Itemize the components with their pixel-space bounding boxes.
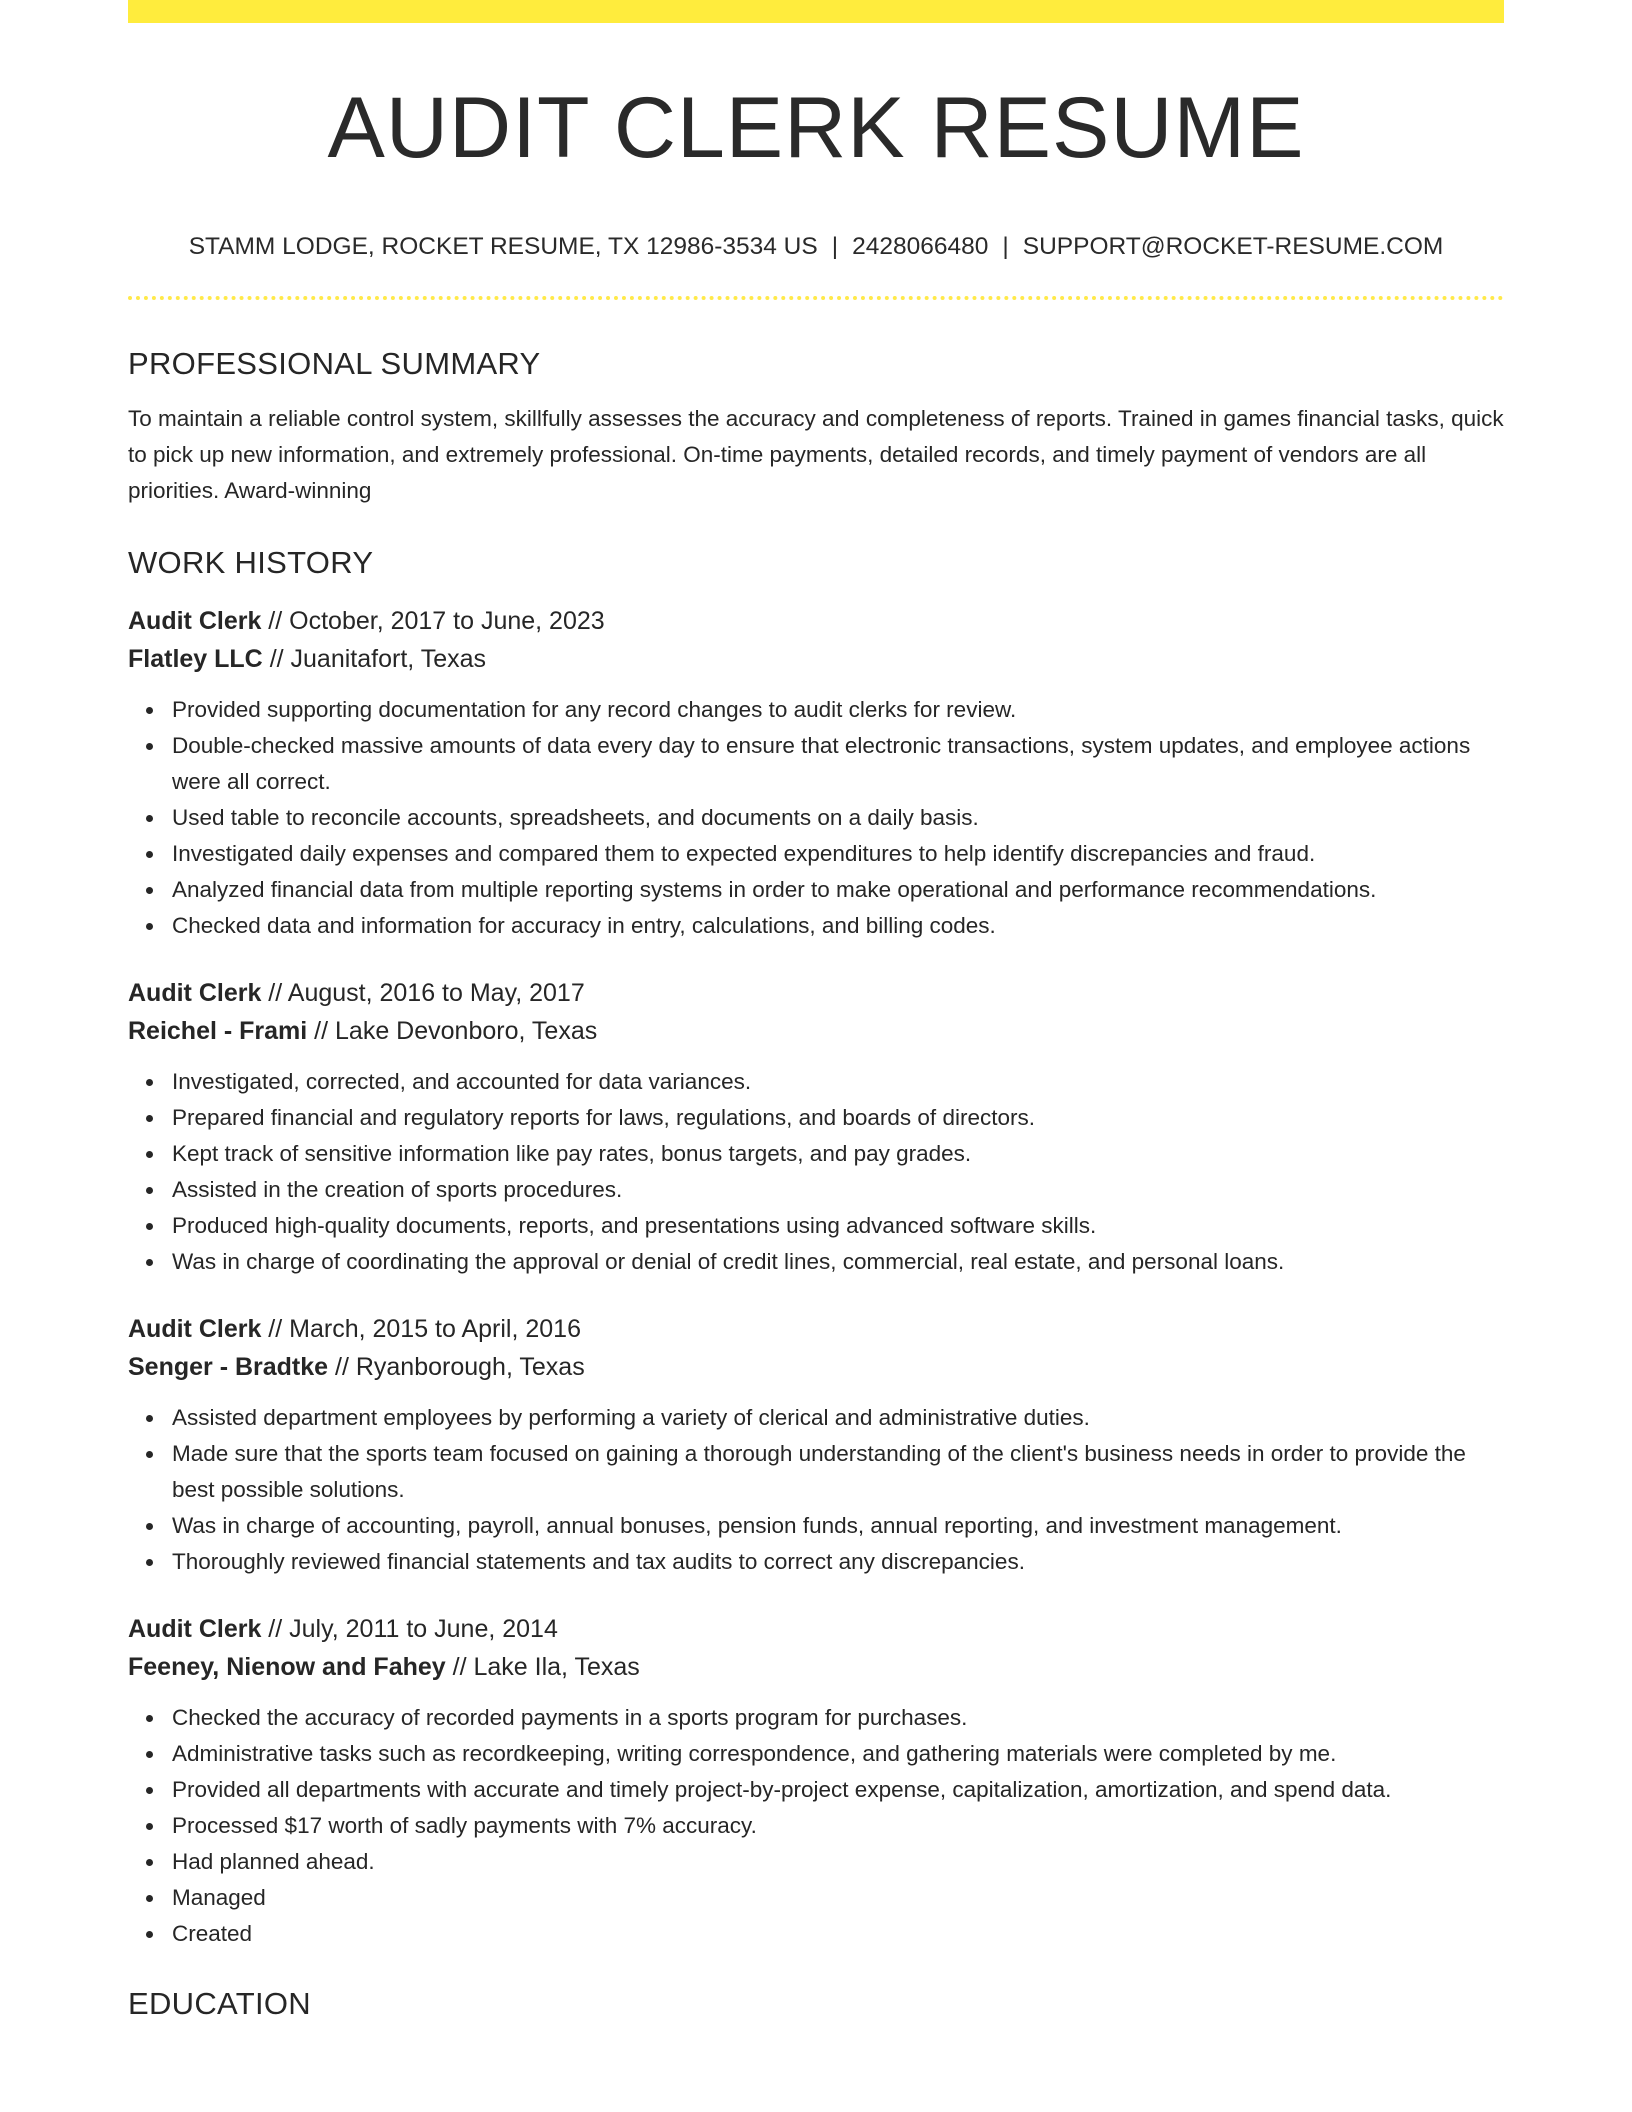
job-entry-4 xyxy=(128,1610,1504,1952)
contact-separator: | xyxy=(831,233,839,260)
dotted-divider xyxy=(128,296,1504,300)
list-item: Checked data and information for accuracy in entry, calculations, and billing codes. xyxy=(172,908,1504,944)
job-company: Feeney, Nienow and Fahey xyxy=(128,1652,446,1681)
accent-bar xyxy=(128,0,1504,23)
list-item: Checked the accuracy of recorded payments in a sports program for purchases. xyxy=(172,1700,1504,1736)
list-item: Made sure that the sports team focused on gaining a thorough understanding of the client's business needs in order to provide the best possible solutions. xyxy=(172,1436,1504,1508)
list-item: Prepared financial and regulatory reports for laws, regulations, and boards of directors. xyxy=(172,1100,1504,1136)
duty-list xyxy=(128,692,1504,944)
job-entry-1 xyxy=(128,602,1504,944)
list-item: Assisted in the creation of sports procedures. xyxy=(172,1172,1504,1208)
resume-title: AUDIT CLERK RESUME xyxy=(327,80,1305,176)
job-location: // Ryanborough, Texas xyxy=(328,1352,585,1381)
education-heading: EDUCATION xyxy=(128,1985,311,2021)
contact-line xyxy=(128,235,1504,260)
duty-list xyxy=(128,1064,1504,1280)
list-item: Administrative tasks such as recordkeeping, writing correspondence, and gathering materials were completed by me. xyxy=(172,1736,1504,1772)
job-title: Audit Clerk xyxy=(128,1614,262,1643)
list-item: Had planned ahead. xyxy=(172,1844,1504,1880)
work-history-heading: WORK HISTORY xyxy=(128,544,374,580)
list-item: Created xyxy=(172,1916,1504,1952)
duty-list xyxy=(128,1400,1504,1580)
contact-separator: | xyxy=(1002,233,1009,260)
job-entry-3 xyxy=(128,1310,1504,1580)
list-item: Investigated, corrected, and accounted for data variances. xyxy=(172,1064,1504,1100)
list-item: Double-checked massive amounts of data every day to ensure that electronic transactions, system updates, and employee actions were all correct. xyxy=(172,728,1504,800)
job-dates: // August, 2016 to May, 2017 xyxy=(261,978,585,1007)
summary-heading: PROFESSIONAL SUMMARY xyxy=(128,345,541,381)
list-item: Assisted department employees by performing a variety of clerical and administrative duties. xyxy=(172,1400,1504,1436)
job-company: Senger - Bradtke xyxy=(128,1352,329,1381)
list-item: Was in charge of coordinating the approval or denial of credit lines, commercial, real estate, and personal loans. xyxy=(172,1244,1504,1280)
list-item: Managed xyxy=(172,1880,1504,1916)
job-title-line xyxy=(128,602,1504,640)
job-title-line xyxy=(128,1610,1504,1648)
job-dates: // July, 2011 to June, 2014 xyxy=(261,1614,558,1643)
list-item: Kept track of sensitive information like pay rates, bonus targets, and pay grades. xyxy=(172,1136,1504,1172)
job-title-line xyxy=(128,974,1504,1012)
job-location: // Juanitafort, Texas xyxy=(262,644,487,673)
list-item: Produced high-quality documents, reports, and presentations using advanced software skills. xyxy=(172,1208,1504,1244)
job-company: Reichel - Frami xyxy=(128,1016,308,1045)
job-dates: // October, 2017 to June, 2023 xyxy=(261,606,605,635)
job-dates: // March, 2015 to April, 2016 xyxy=(261,1314,581,1343)
job-company-line xyxy=(128,640,1504,678)
contact-email: SUPPORT@ROCKET-RESUME.COM xyxy=(1022,233,1444,260)
list-item: Used table to reconcile accounts, spreadsheets, and documents on a daily basis. xyxy=(172,800,1504,836)
contact-address: STAMM LODGE, ROCKET RESUME, TX 12986-3534 US xyxy=(188,233,818,260)
list-item: Investigated daily expenses and compared them to expected expenditures to help identify discrepancies and fraud. xyxy=(172,836,1504,872)
job-location: // Lake Ila, Texas xyxy=(445,1652,640,1681)
list-item: Was in charge of accounting, payroll, annual bonuses, pension funds, annual reporting, and investment management. xyxy=(172,1508,1504,1544)
list-item: Provided supporting documentation for any record changes to audit clerks for review. xyxy=(172,692,1504,728)
resume-page xyxy=(128,0,1504,2019)
job-title: Audit Clerk xyxy=(128,606,262,635)
list-item: Provided all departments with accurate and timely project-by-project expense, capitalization, amortization, and spend data. xyxy=(172,1772,1504,1808)
list-item: Analyzed financial data from multiple reporting systems in order to make operational and performance recommendations. xyxy=(172,872,1504,908)
contact-phone: 2428066480 xyxy=(852,233,989,260)
job-company-line xyxy=(128,1012,1504,1050)
job-company: Flatley LLC xyxy=(128,644,263,673)
job-company-line xyxy=(128,1348,1504,1386)
list-item: Processed $17 worth of sadly payments with 7% accuracy. xyxy=(172,1808,1504,1844)
job-title: Audit Clerk xyxy=(128,978,262,1007)
job-location: // Lake Devonboro, Texas xyxy=(307,1016,598,1045)
job-company-line xyxy=(128,1648,1504,1686)
job-title-line xyxy=(128,1310,1504,1348)
job-title: Audit Clerk xyxy=(128,1314,262,1343)
summary-text: To maintain a reliable control system, skillfully assesses the accuracy and completeness of reports. Trained in games financial tasks, quick to pick up new information, and extremely professional. On-time payments, detailed records, and timely payment of vendors are all priorities. Award-winning xyxy=(128,405,1504,503)
list-item: Thoroughly reviewed financial statements and tax audits to correct any discrepancies. xyxy=(172,1544,1504,1580)
duty-list xyxy=(128,1700,1504,1952)
job-entry-2 xyxy=(128,974,1504,1280)
